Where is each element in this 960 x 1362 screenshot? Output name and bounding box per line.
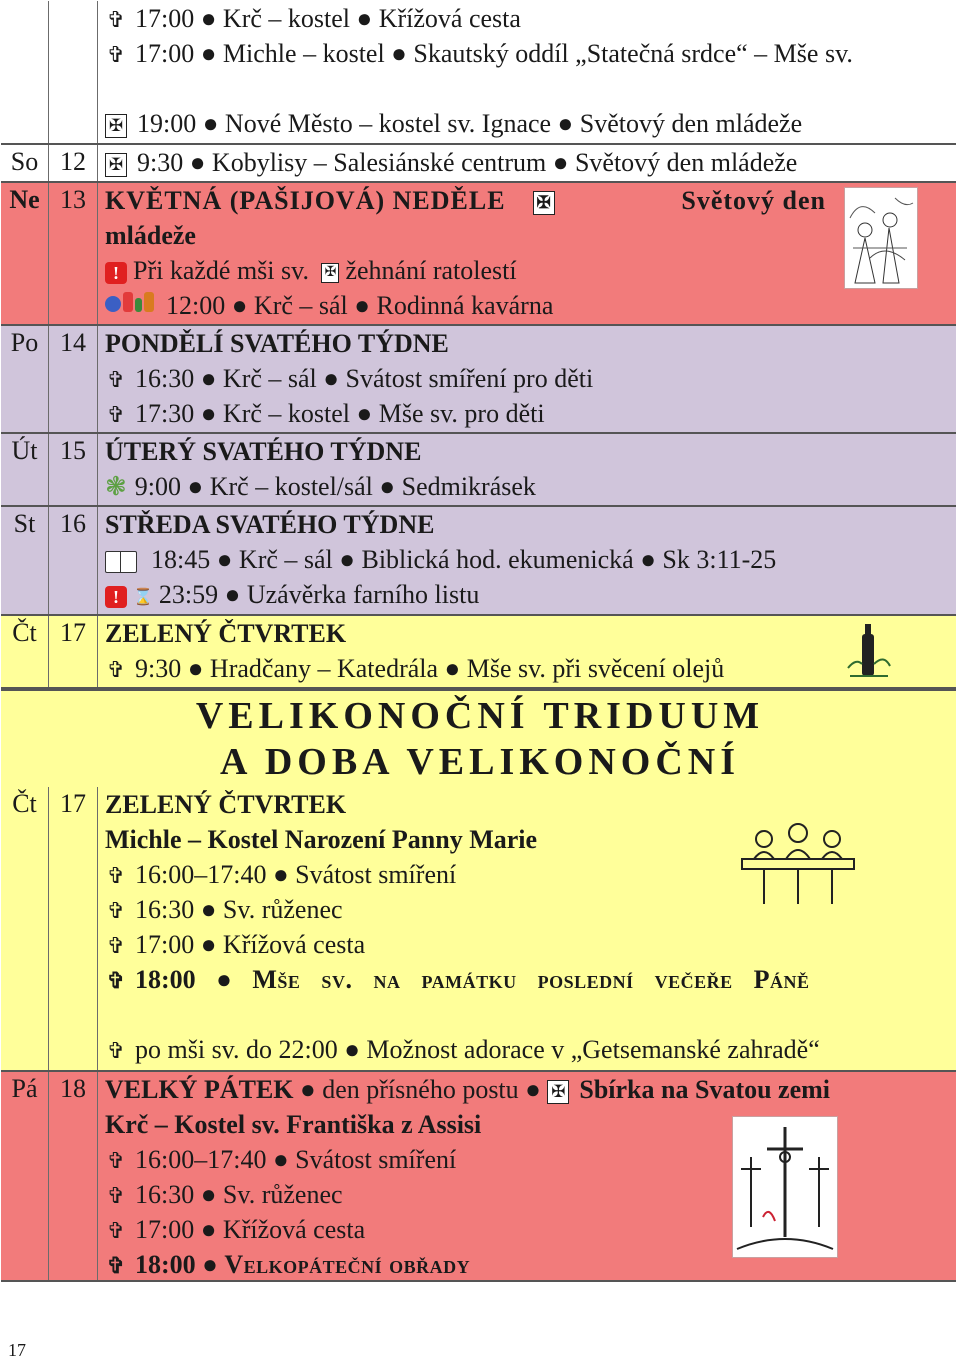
event-line: ✠ 19:00 ● Nové Město – kostel sv. Ignace ● Světový den mládeže bbox=[105, 106, 952, 141]
schedule-row bbox=[1, 1072, 956, 1282]
event-line: ✞ 16:00–17:40 ● Svátost smíření bbox=[105, 1142, 952, 1177]
event-line: ❃ 9:00 ● Krč – kostel/sál ● Sedmikrásek bbox=[105, 472, 536, 501]
day-name: Po bbox=[10, 328, 39, 357]
boxed-cross-icon: ✠ bbox=[105, 114, 127, 138]
event-line: ✞ 16:00–17:40 ● Svátost smíření bbox=[105, 857, 952, 892]
schedule-row bbox=[1, 616, 956, 689]
cross-icon: ✞ bbox=[106, 657, 126, 682]
day-name: Čt bbox=[12, 618, 37, 647]
day-number: 16 bbox=[60, 509, 86, 538]
cross-icon: ✞ bbox=[106, 367, 126, 392]
day-name: St bbox=[13, 509, 36, 538]
day-title: VELKÝ PÁTEK ● den přísného postu ● ✠ Sbírka na Svatou zemi bbox=[105, 1075, 831, 1104]
event-line: ! ⌛ 23:59 ● Uzávěrka farního listu bbox=[105, 577, 952, 612]
place-name: Michle – Kostel Narození Panny Marie bbox=[105, 825, 538, 854]
day-number: 15 bbox=[60, 436, 86, 465]
boxed-cross-icon: ✠ bbox=[105, 153, 127, 177]
page-number: 17 bbox=[8, 1340, 26, 1360]
crucifixion-illustration bbox=[732, 1116, 838, 1258]
day-name: So bbox=[10, 147, 39, 176]
cross-icon: ✞ bbox=[106, 898, 126, 923]
cross-icon: ✞ bbox=[106, 1253, 126, 1278]
schedule-row bbox=[1, 787, 956, 1072]
day-title: STŘEDA SVATÉHO TÝDNE bbox=[105, 510, 435, 539]
section-title-line1: VELIKONOČNÍ TRIDUUM bbox=[195, 695, 765, 737]
cross-icon: ✞ bbox=[106, 42, 126, 67]
boxed-cross-icon: ✠ bbox=[321, 263, 339, 283]
event-line: ✠ 9:30 ● Kobylisy – Salesiánské centrum ● Světový den mládeže bbox=[105, 145, 952, 180]
event-line: 18:45 ● Krč – sál ● Biblická hod. ekumenická ● Sk 3:11-25 bbox=[105, 542, 952, 577]
daisy-icon: ❃ bbox=[105, 472, 127, 501]
cross-icon: ✞ bbox=[106, 402, 126, 427]
cross-icon: ✞ bbox=[106, 1148, 126, 1173]
event-line: ✞ 17:00 ● Krč – kostel ● Křížová cesta bbox=[105, 1, 952, 36]
event-line: ✞ 17:30 ● Krč – kostel ● Mše sv. pro děti bbox=[105, 396, 952, 431]
day-name: Pá bbox=[11, 1074, 38, 1103]
boxed-cross-icon: ✠ bbox=[547, 1080, 569, 1104]
cross-icon: ✞ bbox=[106, 968, 126, 993]
book-icon bbox=[105, 551, 137, 573]
schedule-row bbox=[1, 326, 956, 434]
hourglass-icon: ⌛ bbox=[133, 588, 153, 606]
event-line: ✞ 9:30 ● Hradčany – Katedrála ● Mše sv. při svěcení olejů bbox=[105, 651, 952, 686]
day-title: ZELENÝ ČTVRTEK bbox=[105, 619, 347, 648]
day-title: KVĚTNÁ (PAŠIJOVÁ) NEDĚLE ✠ Světový den bbox=[105, 186, 826, 215]
cross-icon: ✞ bbox=[106, 1183, 126, 1208]
last-supper-illustration bbox=[734, 809, 862, 909]
schedule-row bbox=[1, 434, 956, 507]
cross-icon: ✞ bbox=[106, 1218, 126, 1243]
schedule-row bbox=[1, 145, 956, 183]
day-number: 17 bbox=[60, 618, 86, 647]
event-line: ! Při každé mši sv. ✠ žehnání ratolestí bbox=[105, 253, 826, 288]
cross-icon: ✞ bbox=[106, 863, 126, 888]
event-line: ✞ 17:00 ● Křížová cesta bbox=[105, 927, 952, 962]
event-line: ✞ 16:30 ● Sv. růženec bbox=[105, 1177, 952, 1212]
event-line: ✞ po mši sv. do 22:00 ● Možnost adorace v „Getsemanské zahradě“ bbox=[105, 1032, 952, 1067]
cross-icon: ✞ bbox=[106, 1038, 126, 1063]
day-number: 13 bbox=[60, 185, 86, 214]
day-number: 12 bbox=[60, 147, 86, 176]
event-line: ✞ 16:30 ● Krč – sál ● Svátost smíření pro děti bbox=[105, 361, 952, 396]
holy-oil-illustration bbox=[844, 620, 894, 682]
cross-icon: ✞ bbox=[106, 7, 126, 32]
day-number: 14 bbox=[60, 328, 86, 357]
event-line: ✞ 17:00 ● Michle – kostel ● Skautský oddíl „Statečná srdce“ – Mše sv. bbox=[105, 36, 952, 106]
exclamation-icon: ! bbox=[105, 262, 127, 284]
day-name: Čt bbox=[12, 789, 37, 818]
day-title: ÚTERÝ SVATÉHO TÝDNE bbox=[105, 437, 422, 466]
day-title-cont: mládeže bbox=[105, 221, 196, 250]
boxed-cross-icon: ✠ bbox=[533, 191, 555, 215]
day-title: ZELENÝ ČTVRTEK bbox=[105, 790, 347, 819]
cross-icon: ✞ bbox=[106, 933, 126, 958]
schedule-row-continuation bbox=[1, 1, 956, 145]
event-line-main: ✞ 18:00 ● Velkopáteční obřady bbox=[105, 1247, 952, 1282]
day-number: 17 bbox=[60, 789, 86, 818]
day-title: PONDĚLÍ SVATÉHO TÝDNE bbox=[105, 329, 449, 358]
palm-sunday-illustration bbox=[844, 187, 918, 289]
family-icon bbox=[105, 291, 156, 326]
event-line: ✞ 16:30 ● Sv. růženec bbox=[105, 892, 952, 927]
section-title-line2: A DOBA VELIKONOČNÍ bbox=[219, 741, 741, 783]
event-line-main: ✞ 18:00 ● Mše sv. na památku poslední večeře Páně bbox=[105, 962, 952, 1032]
event-line: 12:00 ● Krč – sál ● Rodinná kavárna bbox=[105, 288, 826, 323]
day-number: 18 bbox=[60, 1074, 86, 1103]
day-name: Ne bbox=[9, 185, 40, 214]
schedule-row bbox=[1, 507, 956, 616]
place-name: Krč – Kostel sv. Františka z Assisi bbox=[105, 1110, 482, 1139]
schedule-row bbox=[1, 183, 956, 326]
day-name: Út bbox=[11, 436, 38, 465]
event-line: ✞ 17:00 ● Křížová cesta bbox=[105, 1212, 952, 1247]
exclamation-icon: ! bbox=[105, 586, 127, 608]
